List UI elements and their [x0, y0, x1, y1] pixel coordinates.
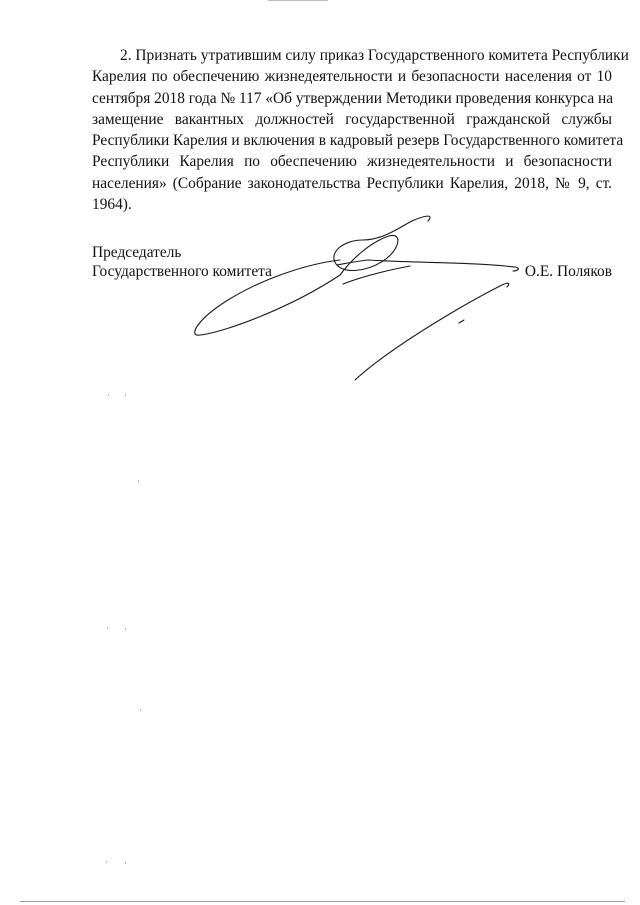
paragraph-line: Карелия по обеспечению жизнедеятельности и безопасности населения от 10: [92, 68, 612, 86]
paragraph-line: Республики Карелия по обеспечению жизнедеятельности и безопасности: [92, 153, 612, 171]
paragraph-line: Республики Карелия и включения в кадровый резерв Государственного комитета: [92, 132, 624, 150]
paragraph-line: 2. Признать утратившим силу приказ Государственного комитета Республики: [120, 47, 629, 64]
signature-block: [92, 243, 612, 281]
body-paragraph: [92, 45, 629, 215]
scan-mark: ·: [124, 390, 127, 400]
signature-row: [92, 262, 612, 281]
scan-mark: ·: [137, 476, 140, 486]
scan-mark: ·: [124, 624, 127, 634]
handwritten-signature: [190, 205, 550, 390]
paragraph-line: населения» (Собрание законодательства Республики Карелия, 2018, № 9, ст.: [92, 174, 612, 192]
signatory-name: О.Е. Поляков: [524, 263, 612, 280]
scan-mark: ·: [107, 390, 110, 400]
scan-mark: ·: [124, 858, 127, 868]
signatory-position-line-1: Председатель: [92, 244, 182, 261]
paragraph-line: 1964).: [92, 196, 132, 214]
scan-mark: ·: [106, 623, 109, 633]
scan-bottom-rule: [20, 901, 625, 902]
paragraph-line: сентября 2018 года № 117 «Об утверждении Методики проведения конкурса на: [92, 89, 614, 107]
scan-top-rule: [268, 0, 328, 1]
signatory-position-line-2: Государственного комитета: [92, 263, 272, 280]
paragraph-line: замещение вакантных должностей государственной гражданской службы: [92, 110, 612, 128]
scan-mark: ·: [105, 857, 108, 867]
scan-mark: ·: [139, 705, 142, 715]
